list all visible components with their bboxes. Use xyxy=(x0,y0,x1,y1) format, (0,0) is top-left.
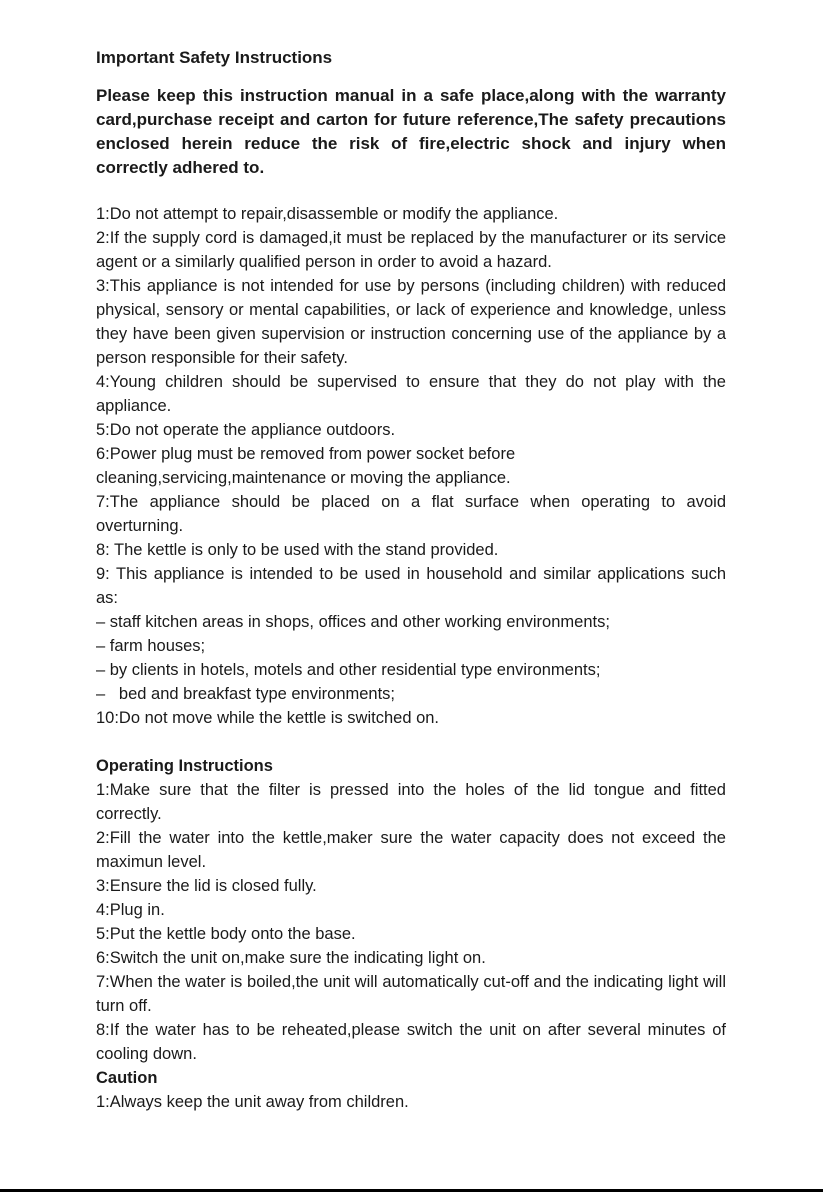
safety-item: 4:Young children should be supervised to ensure that they do not play with the appliance. xyxy=(96,373,726,415)
safety-item: – farm houses; xyxy=(96,637,206,655)
safety-item: 6:Power plug must be removed from power socket before xyxy=(96,445,516,463)
operating-item: 5:Put the kettle body onto the base. xyxy=(96,925,356,943)
safety-list xyxy=(96,202,726,730)
safety-item: – bed and breakfast type environments; xyxy=(96,685,396,703)
safety-item: 5:Do not operate the appliance outdoors. xyxy=(96,421,396,439)
safety-intro: Please keep this instruction manual in a safe place,along with the warranty card,purchase receipt and carton for future reference,The safety precautions enclosed herein reduce the risk of fire,electric shock and injury when correctly adhered to. xyxy=(96,86,726,177)
operating-item: 2:Fill the water into the kettle,maker sure the water capacity does not exceed the maximun level. xyxy=(96,829,726,871)
safety-item: 7:The appliance should be placed on a flat surface when operating to avoid overturning. xyxy=(96,493,726,535)
safety-item: 1:Do not attempt to repair,disassemble or modify the appliance. xyxy=(96,205,559,223)
operating-item: 3:Ensure the lid is closed fully. xyxy=(96,877,317,895)
operating-item: 1:Make sure that the filter is pressed into the holes of the lid tongue and fitted correctly. xyxy=(96,781,726,823)
operating-list xyxy=(96,778,726,1066)
safety-item: 3:This appliance is not intended for use by persons (including children) with reduced physical, sensory or mental capabilities, or lack of experience and knowledge, unless they have been given supervision or instruction concerning use of the appliance by a person responsible for their safety. xyxy=(96,277,726,367)
safety-item: 2:If the supply cord is damaged,it must be replaced by the manufacturer or its service agent or a similarly qualified person in order to avoid a hazard. xyxy=(96,229,726,271)
safety-item: 8: The kettle is only to be used with the stand provided. xyxy=(96,541,499,559)
manual-page xyxy=(96,46,726,1114)
safety-item: – by clients in hotels, motels and other residential type environments; xyxy=(96,661,601,679)
operating-item: 4:Plug in. xyxy=(96,901,165,919)
operating-item: 8:If the water has to be reheated,please switch the unit on after several minutes of cooling down. xyxy=(96,1021,726,1063)
safety-item: cleaning,servicing,maintenance or moving the appliance. xyxy=(96,469,511,487)
safety-item: 9: This appliance is intended to be used in household and similar applications such as: xyxy=(96,565,726,607)
caution-title: Caution xyxy=(96,1069,158,1087)
safety-item: – staff kitchen areas in shops, offices and other working environments; xyxy=(96,613,610,631)
safety-title: Important Safety Instructions xyxy=(96,48,333,67)
operating-item: 7:When the water is boiled,the unit will automatically cut-off and the indicating light will turn off. xyxy=(96,973,726,1015)
section-gap xyxy=(96,730,726,754)
safety-item: 10:Do not move while the kettle is switched on. xyxy=(96,709,440,727)
operating-item: 6:Switch the unit on,make sure the indicating light on. xyxy=(96,949,486,967)
caution-list xyxy=(96,1090,726,1114)
caution-item: 1:Always keep the unit away from children. xyxy=(96,1093,409,1111)
operating-title: Operating Instructions xyxy=(96,757,273,775)
